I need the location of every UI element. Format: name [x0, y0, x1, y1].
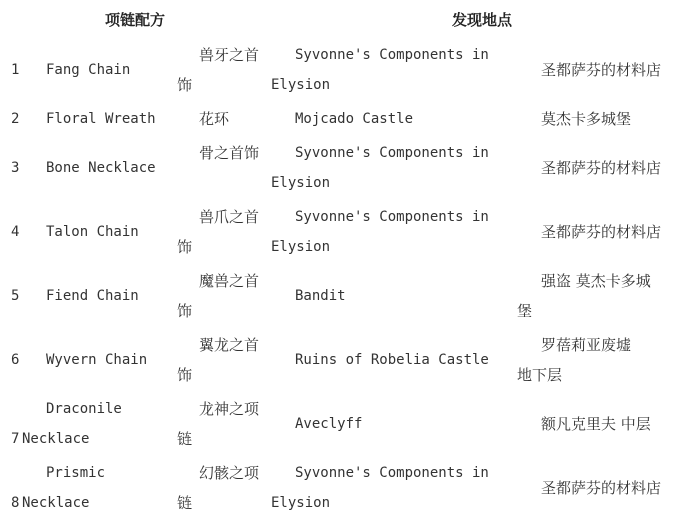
- row-number: 1: [11, 62, 20, 78]
- recipe-name-cn-cont: 饰: [177, 366, 193, 384]
- location-en: Mojcado Castle: [295, 111, 414, 127]
- recipe-name-cn-cont: 链: [177, 494, 193, 512]
- location-cn: 圣都萨芬的材料店: [541, 479, 662, 497]
- recipe-name-en-cont: Necklace: [22, 495, 90, 511]
- row-number: 6: [11, 352, 20, 368]
- row-number: 7: [11, 431, 20, 447]
- recipe-name-cn-cont: 链: [177, 430, 193, 448]
- location-cn-cont: 地下层: [517, 366, 563, 384]
- location-en: Syvonne's Components in: [295, 145, 489, 161]
- row-number: 3: [11, 160, 20, 176]
- recipe-name-en: Fang Chain: [46, 62, 131, 78]
- location-en: Syvonne's Components in: [295, 465, 489, 481]
- location-cn: 额凡克里夫 中层: [541, 415, 651, 433]
- location-cn: 圣都萨芬的材料店: [541, 61, 662, 79]
- location-cn: 圣都萨芬的材料店: [541, 159, 662, 177]
- recipe-name-cn-cont: 饰: [177, 76, 193, 94]
- recipe-name-cn-cont: 饰: [177, 302, 193, 320]
- location-cn: 强盗 莫杰卡多城: [541, 272, 651, 290]
- location-cn: 罗蓓莉亚废墟: [541, 336, 632, 354]
- recipe-name-en-cont: Necklace: [22, 431, 90, 447]
- recipe-name-cn: 龙神之项: [199, 400, 260, 418]
- location-en: Syvonne's Components in: [295, 47, 489, 63]
- location-en: Bandit: [295, 288, 346, 304]
- location-en: Aveclyff: [295, 416, 363, 432]
- header-recipe: 项链配方: [105, 11, 166, 29]
- location-cn-cont: 堡: [517, 302, 533, 320]
- location-cn: 莫杰卡多城堡: [541, 110, 632, 128]
- recipe-name-cn: 兽爪之首: [199, 208, 260, 226]
- location-en: Ruins of Robelia Castle: [295, 352, 489, 368]
- recipe-name-cn: 花环: [199, 110, 230, 128]
- location-en-cont: Elysion: [271, 495, 331, 511]
- location-en-cont: Elysion: [271, 239, 331, 255]
- header-location: 发现地点: [452, 11, 513, 29]
- recipe-name-en: Floral Wreath: [46, 111, 156, 127]
- recipe-name-en: Fiend Chain: [46, 288, 139, 304]
- recipe-name-en: Prismic: [46, 465, 106, 481]
- recipe-name-en: Draconile: [46, 401, 122, 417]
- location-en: Syvonne's Components in: [295, 209, 489, 225]
- recipe-name-cn: 骨之首饰: [199, 144, 260, 162]
- location-en-cont: Elysion: [271, 175, 331, 191]
- recipe-name-cn: 魔兽之首: [199, 272, 260, 290]
- row-number: 4: [11, 224, 20, 240]
- row-number: 5: [11, 288, 20, 304]
- location-cn: 圣都萨芬的材料店: [541, 223, 662, 241]
- location-en-cont: Elysion: [271, 77, 331, 93]
- row-number: 8: [11, 495, 20, 511]
- recipe-name-cn: 翼龙之首: [199, 336, 260, 354]
- recipe-name-cn-cont: 饰: [177, 238, 193, 256]
- recipe-name-cn: 幻骸之项: [199, 464, 260, 482]
- recipe-name-cn: 兽牙之首: [199, 46, 260, 64]
- recipe-name-en: Bone Necklace: [46, 160, 156, 176]
- row-number: 2: [11, 111, 20, 127]
- recipe-name-en: Talon Chain: [46, 224, 139, 240]
- recipe-name-en: Wyvern Chain: [46, 352, 148, 368]
